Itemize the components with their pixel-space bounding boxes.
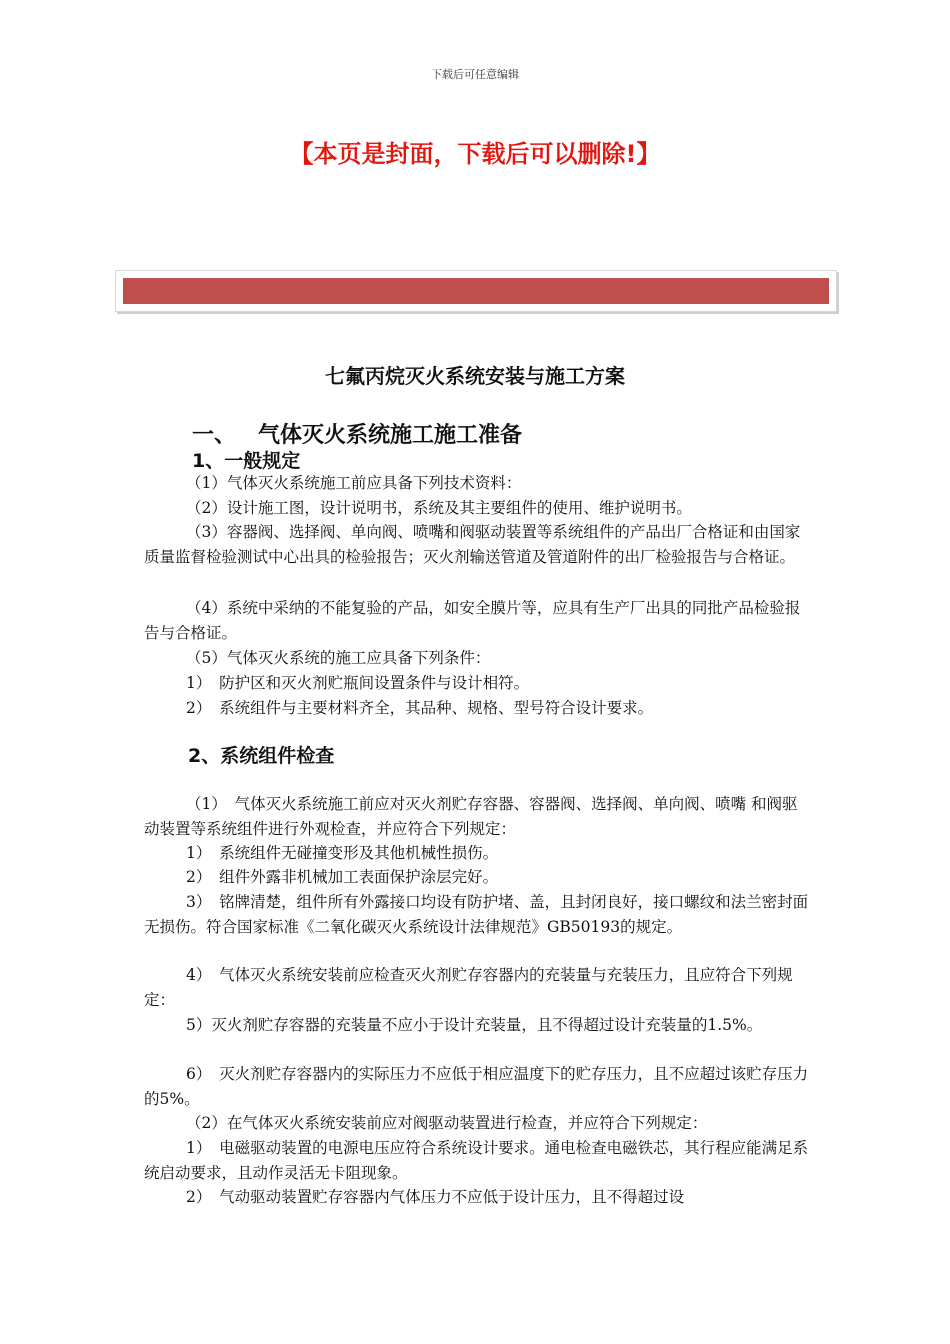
list-item: 4） 气体灭火系统安装前应检查灭火剂贮存容器内的充装量与充装压力，且应符合下列规定： bbox=[144, 966, 793, 1009]
section-number: 一、 bbox=[192, 423, 237, 448]
list-item: 2） 组件外露非机械加工表面保护涂层完好。 bbox=[186, 868, 499, 886]
list-item: 5）灭火剂贮存容器的充装量不应小于设计充装量，且不得超过设计充装量的1.5%。 bbox=[186, 1016, 763, 1034]
subsection-heading-inspection: 2、系统组件检查 bbox=[188, 745, 335, 767]
banner-bar bbox=[122, 277, 830, 305]
subsection-heading-general: 1、一般规定 bbox=[192, 450, 301, 472]
list-item: 2） 气动驱动装置贮存容器内气体压力不应低于设计压力，且不得超过设 bbox=[186, 1188, 685, 1206]
list-item: 1） 防护区和灭火剂贮瓶间设置条件与设计相符。 bbox=[186, 674, 530, 692]
paragraph: （2）在气体灭火系统安装前应对阀驱动装置进行检查，并应符合下列规定： bbox=[186, 1114, 708, 1132]
list-item: 3） 铭牌清楚，组件所有外露接口均设有防护堵、盖，且封闭良好，接口螺纹和法兰密封面无损伤。符合国家标准《二氧化碳灭火系统设计法律规范》GB50193的规定。 bbox=[144, 893, 809, 936]
decorative-banner bbox=[115, 270, 837, 312]
cover-delete-note: 【本页是封面，下载后可以删除!】 bbox=[289, 140, 661, 168]
list-item: 2） 系统组件与主要材料齐全，其品种、规格、型号符合设计要求。 bbox=[186, 699, 654, 717]
section-heading-text: 气体灭火系统施工施工准备 bbox=[258, 423, 523, 448]
document-title: 七氟丙烷灭火系统安装与施工方案 bbox=[325, 364, 625, 388]
header-note: 下载后可任意编辑 bbox=[431, 68, 519, 81]
paragraph: （1） 气体灭火系统施工前应对灭火剂贮存容器、容器阀、选择阀、单向阀、喷嘴 和阀驱动装置等系统组件进行外观检查，并应符合下列规定： bbox=[144, 795, 798, 838]
paragraph: （2）设计施工图，设计说明书，系统及其主要组件的使用、维护说明书。 bbox=[186, 499, 692, 517]
paragraph: （3）容器阀、选择阀、单向阀、喷嘴和阀驱动装置等系统组件的产品出厂合格证和由国家质量监督检验测试中心出具的检验报告；灭火剂输送管道及管道附件的出厂检验报告与合格证。 bbox=[144, 523, 801, 566]
list-item: 1） 电磁驱动装置的电源电压应符合系统设计要求。通电检查电磁铁芯，其行程应能满足系统启动要求，且动作灵活无卡阻现象。 bbox=[144, 1139, 809, 1182]
list-item: 1） 系统组件无碰撞变形及其他机械性损伤。 bbox=[186, 844, 499, 862]
paragraph: （5）气体灭火系统的施工应具备下列条件： bbox=[186, 649, 491, 667]
list-item: 6） 灭火剂贮存容器内的实际压力不应低于相应温度下的贮存压力，且不应超过该贮存压力的5%。 bbox=[144, 1065, 809, 1108]
section-heading-1 bbox=[192, 418, 522, 449]
paragraph: （1）气体灭火系统施工前应具备下列技术资料： bbox=[186, 474, 522, 492]
paragraph: （4）系统中采纳的不能复验的产品，如安全膜片等，应具有生产厂出具的同批产品检验报告与合格证。 bbox=[144, 599, 801, 642]
